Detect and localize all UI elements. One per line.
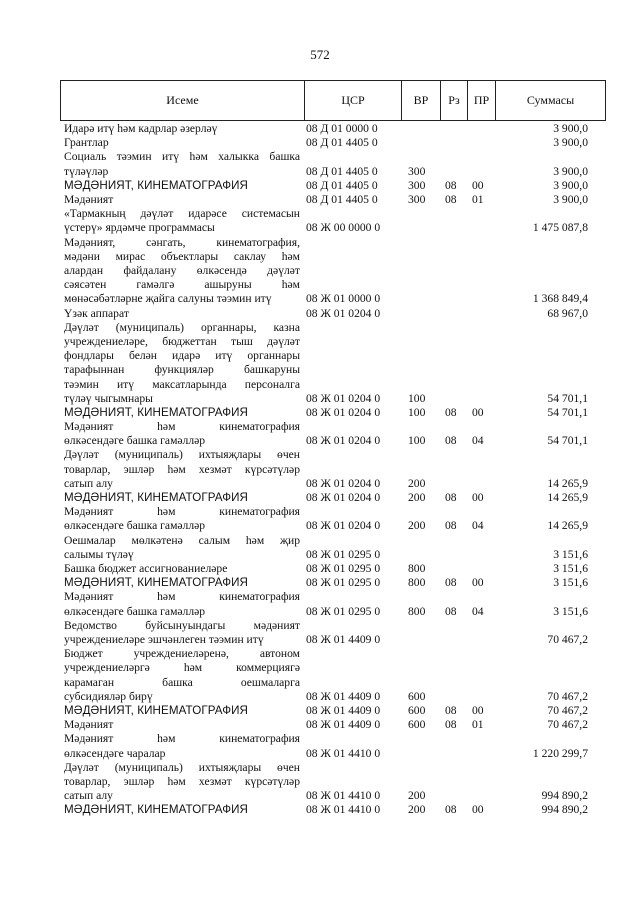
row-vr: 200 xyxy=(408,803,426,817)
row-rz: 08 xyxy=(445,519,457,533)
row-csr: 08 Ж 01 0204 0 xyxy=(306,306,381,320)
row-csr: 08 Ж 01 4409 0 xyxy=(306,704,381,717)
row-name-line: сәясәтен гамәлгә ашыруны һәм xyxy=(64,278,300,292)
row-name-line: карамаган башка оешмаларга xyxy=(64,675,300,689)
row-csr: 08 Ж 01 0295 0 xyxy=(306,562,381,576)
table-row xyxy=(0,307,640,321)
row-name-line: МӘДӘНИЯТ, КИНЕМАТОГРАФИЯ xyxy=(64,803,249,817)
row-sum: 54 701,1 xyxy=(547,434,588,448)
row-name xyxy=(64,150,300,178)
row-pr: 00 xyxy=(472,405,484,419)
table-row xyxy=(0,718,640,732)
row-name xyxy=(64,590,300,618)
row-pr: 00 xyxy=(472,704,484,717)
row-sum: 3 151,6 xyxy=(553,547,588,561)
row-name-line: Мәдәният һәм кинематография xyxy=(64,505,300,519)
row-name xyxy=(64,803,300,817)
row-sum: 70 467,2 xyxy=(547,689,588,703)
table-row xyxy=(0,207,640,235)
row-csr: 08 Ж 01 0204 0 xyxy=(306,476,381,490)
row-name xyxy=(64,236,300,307)
table-row xyxy=(0,448,640,491)
table-row xyxy=(0,534,640,562)
row-vr: 100 xyxy=(408,391,426,405)
row-sum: 3 900,0 xyxy=(553,164,588,178)
table-row xyxy=(0,236,640,307)
row-name-line: Идарә итү һәм кадрлар әзерләү xyxy=(64,122,218,135)
row-name-line: тарафыннан функцияләр башкаруны xyxy=(64,363,300,377)
header-sum: Суммасы xyxy=(526,93,575,107)
row-csr: 08 Д 01 4405 0 xyxy=(306,164,378,178)
row-sum: 1 368 849,4 xyxy=(532,292,588,306)
row-name-line: үстерү» ярдәмче программасы xyxy=(64,221,215,235)
row-name xyxy=(64,136,300,150)
header-vr: ВР xyxy=(402,81,441,120)
row-vr: 800 xyxy=(408,576,426,590)
row-csr: 08 Ж 01 0204 0 xyxy=(306,391,381,405)
row-name xyxy=(64,179,300,193)
row-name-line: Дәүләт (муниципаль) ихтыяҗлары өчен xyxy=(64,760,300,774)
row-name-line: Башка бюджет ассигнованиеләре xyxy=(64,562,228,576)
row-csr: 08 Ж 01 4410 0 xyxy=(306,746,381,760)
row-name-line: түләүләр xyxy=(64,164,109,178)
row-name-line: мөнәсәбәтләрне җайга салуны тәэмин итү xyxy=(64,292,272,306)
row-vr: 300 xyxy=(408,164,426,178)
row-name xyxy=(64,732,300,760)
row-csr: 08 Д 01 4405 0 xyxy=(306,136,378,150)
row-name-line: өлкәсендәге башка гамәлләр xyxy=(64,519,206,533)
row-name-line: МӘДӘНИЯТ, КИНЕМАТОГРАФИЯ xyxy=(64,576,249,590)
row-sum: 68 967,0 xyxy=(547,306,588,320)
row-name-line: «Тармакның дәүләт идарәсе системасын xyxy=(64,207,300,221)
row-rz: 08 xyxy=(445,178,457,192)
row-vr: 200 xyxy=(408,789,426,803)
row-csr: 08 Ж 00 0000 0 xyxy=(306,221,381,235)
row-name-line: салымы түләү xyxy=(64,547,134,561)
row-sum: 3 900,0 xyxy=(553,122,588,135)
row-name-line: МӘДӘНИЯТ, КИНЕМАТОГРАФИЯ xyxy=(64,405,249,419)
row-vr: 300 xyxy=(408,178,426,192)
row-sum: 3 900,0 xyxy=(553,178,588,192)
row-sum: 70 467,2 xyxy=(547,718,588,732)
row-name-line: өлкәсендәге башка гамәлләр xyxy=(64,604,206,618)
row-csr: 08 Ж 01 0295 0 xyxy=(306,604,381,618)
row-sum: 14 265,9 xyxy=(547,491,588,505)
table-row xyxy=(0,491,640,505)
table-row xyxy=(0,576,640,590)
row-name-line: өлкәсендәге башка гамәлләр xyxy=(64,434,206,448)
table-row xyxy=(0,505,640,533)
row-pr: 00 xyxy=(472,803,484,817)
row-name xyxy=(64,619,300,647)
row-sum: 3 900,0 xyxy=(553,192,588,206)
row-name-line: субсидияләр бирү xyxy=(64,689,153,703)
row-name xyxy=(64,321,300,406)
row-csr: 08 Ж 01 4409 0 xyxy=(306,633,381,646)
row-name xyxy=(64,718,300,732)
row-csr: 08 Д 01 0000 0 xyxy=(306,122,378,135)
table-row xyxy=(0,136,640,150)
row-sum: 3 151,6 xyxy=(553,576,588,590)
row-name-line: Мәдәният xyxy=(64,718,114,732)
table-row xyxy=(0,150,640,178)
row-vr: 100 xyxy=(408,434,426,448)
row-name-line: учреждениеләре эшчәнлеген тәэмин итү xyxy=(64,633,264,647)
row-name-line: Оешмалар мөлкәтенә салым һәм җир xyxy=(64,533,300,547)
row-sum: 3 151,6 xyxy=(553,562,588,576)
row-name-line: Дәүләт (муниципаль) органнары, казна xyxy=(64,320,300,334)
row-vr: 600 xyxy=(408,718,426,732)
row-rz: 08 xyxy=(445,704,457,717)
row-csr: 08 Д 01 4405 0 xyxy=(306,192,378,206)
row-name-line: учреждениеләре, бюджеттан тыш дәүләт xyxy=(64,334,300,348)
row-vr: 200 xyxy=(408,519,426,533)
row-vr: 100 xyxy=(408,405,426,419)
row-csr: 08 Ж 01 4409 0 xyxy=(306,718,381,732)
row-name-line: сатып алу xyxy=(64,476,113,490)
table-body xyxy=(0,122,640,818)
row-csr: 08 Ж 01 0204 0 xyxy=(306,491,381,505)
row-name-line: Социаль тәэмин итү һәм халыкка башка xyxy=(64,150,300,164)
row-name xyxy=(64,406,300,420)
table-row xyxy=(0,732,640,760)
row-name-line: тәэмин итү максатларында персоналга xyxy=(64,377,300,391)
row-sum: 14 265,9 xyxy=(547,476,588,490)
row-name xyxy=(64,704,300,718)
row-name-line: товарлар, эшләр һәм хезмәт күрсәтүләр xyxy=(64,774,300,788)
table-row xyxy=(0,761,640,804)
row-name xyxy=(64,122,300,136)
table-row xyxy=(0,406,640,420)
row-name xyxy=(64,448,300,491)
table-row xyxy=(0,420,640,448)
table-row xyxy=(0,562,640,576)
row-vr: 200 xyxy=(408,476,426,490)
row-name-line: Дәүләт (муниципаль) ихтыяҗлары өчен xyxy=(64,448,300,462)
table-row xyxy=(0,321,640,406)
row-name-line: Мәдәният һәм кинематография xyxy=(64,590,300,604)
row-name xyxy=(64,420,300,448)
row-rz: 08 xyxy=(445,405,457,419)
row-rz: 08 xyxy=(445,192,457,206)
row-name xyxy=(64,647,300,704)
row-name-line: МӘДӘНИЯТ, КИНЕМАТОГРАФИЯ xyxy=(64,178,249,192)
row-csr: 08 Ж 01 0204 0 xyxy=(306,434,381,448)
row-sum: 3 151,6 xyxy=(553,604,588,618)
row-vr: 600 xyxy=(408,689,426,703)
row-rz: 08 xyxy=(445,576,457,590)
table-header xyxy=(60,80,606,121)
row-sum: 1 220 299,7 xyxy=(532,746,588,760)
row-pr: 00 xyxy=(472,178,484,192)
row-name xyxy=(64,576,300,590)
row-rz: 08 xyxy=(445,491,457,505)
row-pr: 01 xyxy=(472,718,484,732)
row-pr: 01 xyxy=(472,192,484,206)
row-rz: 08 xyxy=(445,434,457,448)
row-csr: 08 Ж 01 4410 0 xyxy=(306,789,381,803)
row-csr: 08 Ж 01 4409 0 xyxy=(306,689,381,703)
row-name-line: МӘДӘНИЯТ, КИНЕМАТОГРАФИЯ xyxy=(64,704,249,717)
row-name-line: Бюджет учреждениеләренә, автоном xyxy=(64,647,300,661)
row-sum: 1 475 087,8 xyxy=(532,221,588,235)
row-csr: 08 Ж 01 4410 0 xyxy=(306,803,381,817)
table-row xyxy=(0,179,640,193)
row-sum: 3 900,0 xyxy=(553,136,588,150)
row-vr: 200 xyxy=(408,491,426,505)
table-row xyxy=(0,803,640,817)
row-name-line: Мәдәният, сәнгать, кинематография, xyxy=(64,235,300,249)
table-row xyxy=(0,193,640,207)
header-pr: ПР xyxy=(468,81,496,120)
row-name-line: Үзәк аппарат xyxy=(64,306,129,320)
row-name-line: товарлар, эшләр һәм хезмәт күрсәтүләр xyxy=(64,462,300,476)
row-rz: 08 xyxy=(445,718,457,732)
row-sum: 54 701,1 xyxy=(547,391,588,405)
row-vr: 800 xyxy=(408,604,426,618)
row-pr: 00 xyxy=(472,576,484,590)
row-name-line: алардан файдалану өлкәсендә дәүләт xyxy=(64,263,300,277)
row-name-line: мәдәни мирас объектлары саклау һәм xyxy=(64,249,300,263)
header-csr: ЦСР xyxy=(305,81,402,120)
row-rz: 08 xyxy=(445,604,457,618)
row-csr: 08 Ж 01 0000 0 xyxy=(306,292,381,306)
row-sum: 14 265,9 xyxy=(547,519,588,533)
row-sum: 994 890,2 xyxy=(541,789,588,803)
row-name-line: Мәдәният һәм кинематография xyxy=(64,732,300,746)
row-name xyxy=(64,491,300,505)
row-name-line: өлкәсендәге чаралар xyxy=(64,746,166,760)
row-name-line: Ведомство буйсынуындагы мәдәният xyxy=(64,618,300,632)
page-number: 572 xyxy=(310,47,330,62)
header-rz: Рз xyxy=(441,81,468,120)
table-row xyxy=(0,122,640,136)
row-vr: 800 xyxy=(408,562,426,576)
row-name-line: МӘДӘНИЯТ, КИНЕМАТОГРАФИЯ xyxy=(64,491,249,505)
row-name-line: сатып алу xyxy=(64,789,113,803)
table-row xyxy=(0,647,640,704)
table-row xyxy=(0,619,640,647)
row-csr: 08 Д 01 4405 0 xyxy=(306,178,378,192)
row-name-line: фондлары белән идарә итү органнары xyxy=(64,349,300,363)
row-pr: 00 xyxy=(472,491,484,505)
header-name: Исеме xyxy=(61,81,305,120)
row-vr: 300 xyxy=(408,192,426,206)
table-row xyxy=(0,590,640,618)
row-name-line: Мәдәният xyxy=(64,192,114,206)
table-row xyxy=(0,704,640,718)
row-vr: 600 xyxy=(408,704,426,717)
row-name xyxy=(64,761,300,804)
row-pr: 04 xyxy=(472,519,484,533)
row-name-line: учреждениеләргә һәм коммерциягә xyxy=(64,661,300,675)
row-pr: 04 xyxy=(472,604,484,618)
row-csr: 08 Ж 01 0295 0 xyxy=(306,576,381,590)
row-name-line: Грантлар xyxy=(64,136,109,150)
row-csr: 08 Ж 01 0295 0 xyxy=(306,547,381,561)
row-name xyxy=(64,562,300,576)
row-csr: 08 Ж 01 0204 0 xyxy=(306,405,381,419)
row-name xyxy=(64,307,300,321)
row-name xyxy=(64,534,300,562)
row-sum: 54 701,1 xyxy=(547,405,588,419)
row-name xyxy=(64,207,300,235)
row-sum: 70 467,2 xyxy=(547,633,588,646)
row-csr: 08 Ж 01 0204 0 xyxy=(306,519,381,533)
row-pr: 04 xyxy=(472,434,484,448)
row-sum: 994 890,2 xyxy=(541,803,588,817)
row-name xyxy=(64,505,300,533)
row-name-line: Мәдәният һәм кинематография xyxy=(64,420,300,434)
row-sum: 70 467,2 xyxy=(547,704,588,717)
row-name xyxy=(64,193,300,207)
row-name-line: түләү чыгымнары xyxy=(64,391,153,405)
row-rz: 08 xyxy=(445,803,457,817)
